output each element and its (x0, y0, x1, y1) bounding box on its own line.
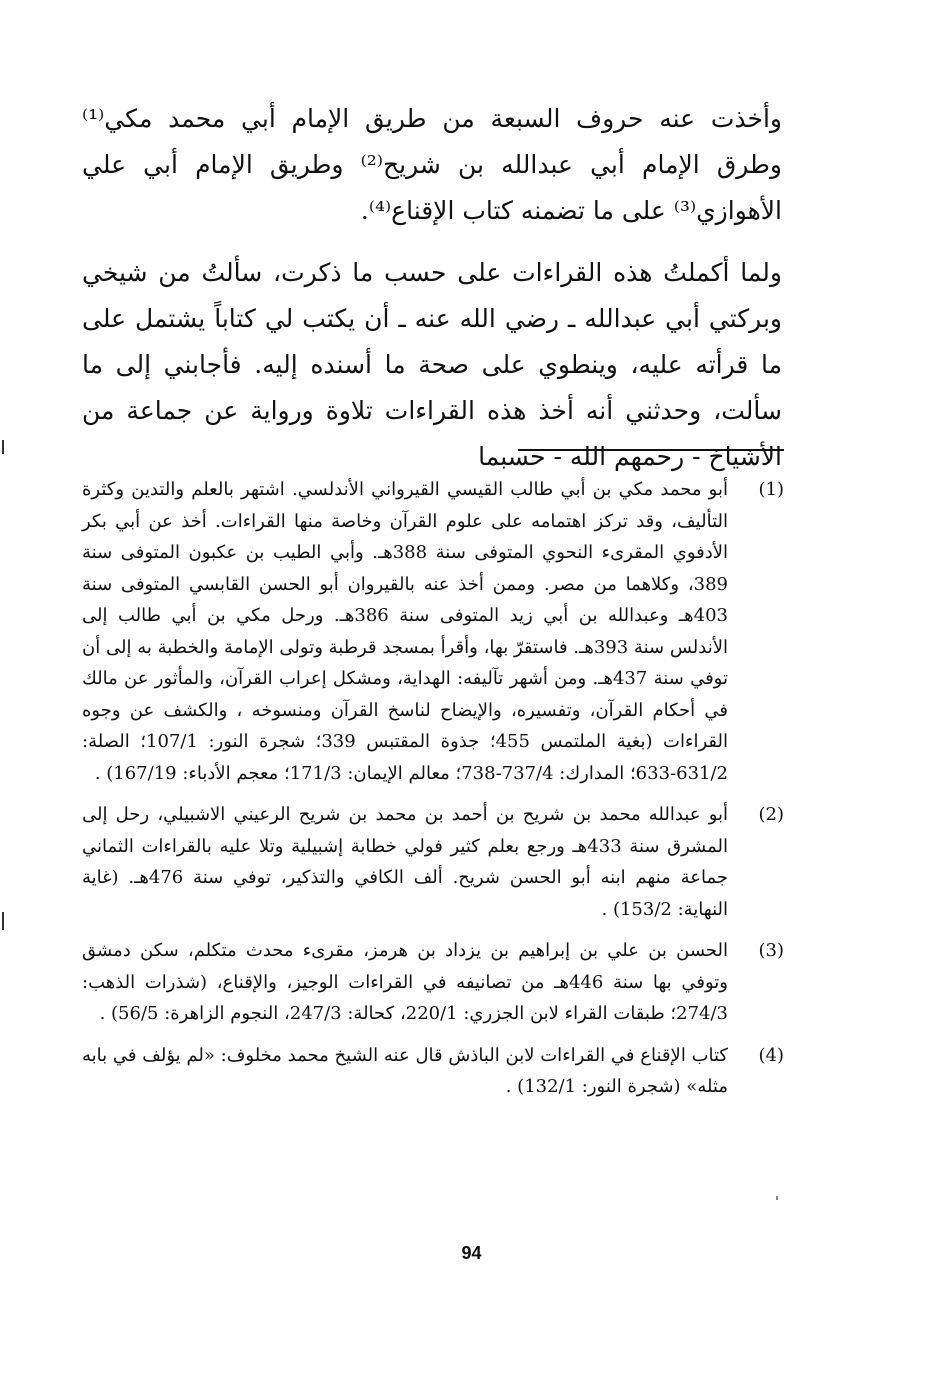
main-paragraph-1 (82, 96, 782, 234)
footnote-3-number: (3) (758, 940, 784, 961)
footnote-separator (518, 449, 784, 451)
footnote-1-text: أبو محمد مكي بن أبي طالب القيسي القيرواني الأندلسي. اشتهر بالعلم والتدين وكثرة التأليف، وقد تركز اهتمامه على علوم القرآن وخاصة منها القراءات. أخذ عن أبي بكر الأدفوي المقرىء النحوي المتوفى سنة 388هـ. وأبي الطيب بن عكبون المتوفى سنة 389، وكلاهما من مصر. وممن أخذ عنه بالقيروان أبو الحسن القابسي المتوفى سنة 403هـ وعبدالله بن أبي زيد المتوفى سنة 386هـ. ورحل مكي بن أبي طالب إلى الأندلس سنة 393هـ. فاستقرّ بها، وأقرأ بمسجد قرطبة وتولى الإمامة والخطبة به إلى أن توفي سنة 437هـ. ومن أشهر تآليفه: الهداية، ومشكل إعراب القرآن، والمأثور عن مالك في أحكام القرآن، وتفسيره، والإيضاح لناسخ القرآن ومنسوخه ، والكشف عن وجوه القراءات (بغية الملتمس 455؛ جذوة المقتبس 339؛ شجرة النور: 107/1؛ الصلة: 631/2-633؛ المدارك: 737/4-738؛ معالم الإيمان: 171/3؛ معجم الأدباء: 167/19) . (82, 479, 728, 784)
scan-speck (776, 1196, 778, 1200)
footnote-2-text: أبو عبدالله محمد بن شريح بن أحمد بن محمد بن شريح الرعيني الاشبيلي، رحل إلى المشرق سنة 433هـ ورجع بعلم كثير فولي خطابة إشبيلية وتلا عليه بالقراءات الثماني جماعة منهم ابنه أبو الحسن شريح. ألف الكافي والتذكير، توفي سنة 476هـ. (غاية النهاية: 153/2) . (82, 804, 728, 920)
footnote-2-number: (2) (758, 804, 784, 825)
scan-margin-mark (2, 440, 4, 454)
paragraph-1-text: وأخذت عنه حروف السبعة من طريق الإمام أبي محمد مكي⁽¹⁾ وطرق الإمام أبي عبدالله بن شريح⁽²⁾ وطريق الإمام أبي علي الأهوازي⁽³⁾ على ما تضمنه كتاب الإقناع⁽⁴⁾. (82, 104, 782, 225)
paragraph-2-text: ولما أكملتُ هذه القراءات على حسب ما ذكرت، سألتُ من شيخي وبركتي أبي عبدالله ـ رضي الله عنه ـ أن يكتب لي كتاباً يشتمل على ما قرأته عليه، وينطوي على صحة ما أسنده إليه. فأجابني إلى ما سألت، وحدثني أنه أخذ هذه القراءات تلاوة ورواية عن جماعة من الأشياخ - رحمهم الله - حسبما (82, 258, 782, 471)
main-paragraph-2 (82, 250, 782, 480)
footnote-1 (82, 474, 784, 789)
footnote-2 (82, 799, 784, 925)
footnote-4-text: كتاب الإقناع في القراءات لابن الباذش قال عنه الشيخ محمد مخلوف: «لم يؤلف في بابه مثله» (شجرة النور: 132/1) . (82, 1044, 728, 1097)
footnote-3-text: الحسن بن علي بن إبراهيم بن يزداد بن هرمز، مقرىء محدث متكلم، سكن دمشق وتوفي بها سنة 446هـ من تصانيفه في القراءات الوجيز، والإقناع، (شذرات الذهب: 274/3؛ طبقات القراء لابن الجزري: 220/1، كحالة: 247/3، النجوم الزاهرة: 56/5) . (82, 940, 728, 1024)
footnote-1-number: (1) (758, 479, 784, 500)
scan-margin-mark (2, 912, 4, 930)
page-number: 94 (461, 1243, 482, 1263)
footnotes-section (82, 474, 784, 1113)
footnote-4 (82, 1040, 784, 1103)
footnote-4-number: (4) (758, 1044, 784, 1066)
footnote-3 (82, 935, 784, 1030)
